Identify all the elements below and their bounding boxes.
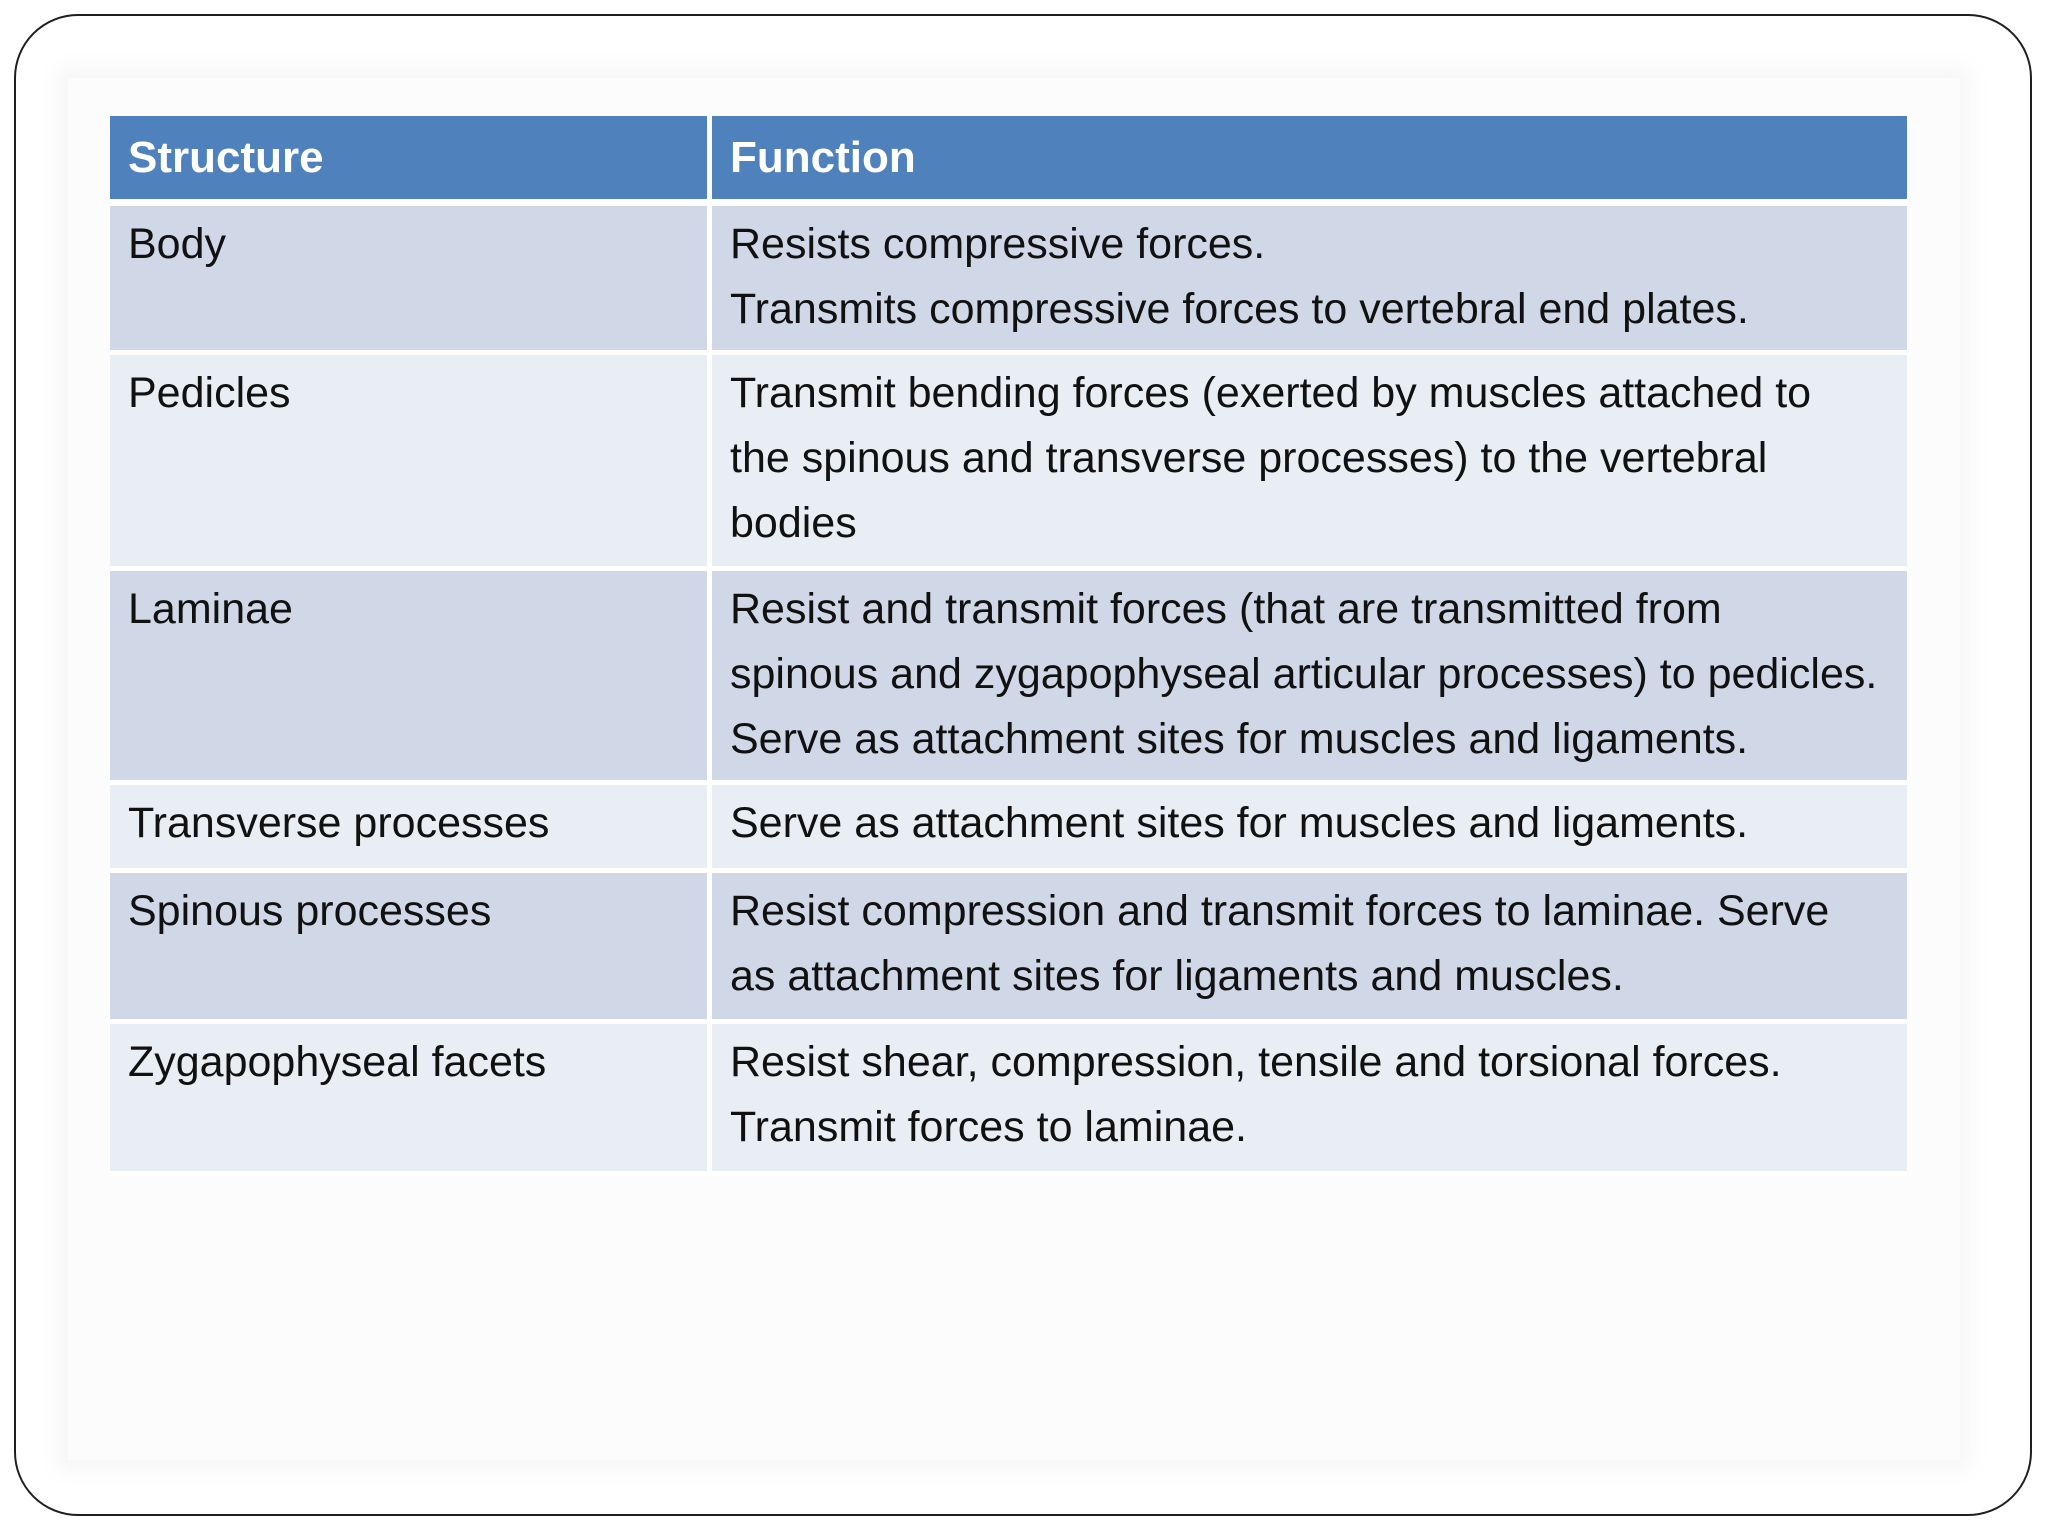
function-line: Resist and transmit forces (that are transmitted from <box>730 585 1722 633</box>
function-line: the spinous and transverse processes) to the vertebral <box>730 434 1768 482</box>
slide-frame <box>14 14 2032 1516</box>
structure-cell-spinous-processes: Spinous processes <box>110 873 712 1024</box>
vertebra-function-table <box>110 116 1907 1176</box>
function-line: Resists compressive forces. <box>730 220 1266 268</box>
structure-cell-pedicles: Pedicles <box>110 355 712 571</box>
function-line: spinous and zygapophyseal articular processes) to pedicles. <box>730 650 1878 698</box>
function-column-header: Function <box>712 116 1907 206</box>
table-header-row <box>110 116 1907 206</box>
function-line: Transmit forces to laminae. <box>730 1103 1247 1151</box>
structure-cell-body: Body <box>110 206 712 355</box>
table-row <box>110 571 1907 785</box>
table-row <box>110 785 1907 873</box>
structure-cell-zygapophyseal-facets: Zygapophyseal facets <box>110 1024 712 1176</box>
function-line: Transmit bending forces (exerted by muscles attached to <box>730 369 1812 417</box>
function-cell-laminae <box>712 571 1907 785</box>
function-line: Resist compression and transmit forces to laminae. Serve <box>730 887 1830 935</box>
function-cell-pedicles <box>712 355 1907 571</box>
table-row <box>110 355 1907 571</box>
vertebra-function-table-wrapper <box>110 116 1907 1176</box>
function-cell-spinous-processes <box>712 873 1907 1024</box>
structure-cell-laminae: Laminae <box>110 571 712 785</box>
function-line: Serve as attachment sites for muscles and ligaments. <box>730 715 1749 763</box>
function-line: Transmits compressive forces to vertebral end plates. <box>730 285 1749 333</box>
structure-column-header: Structure <box>110 116 712 206</box>
function-line: as attachment sites for ligaments and muscles. <box>730 952 1624 1000</box>
function-cell-transverse-processes <box>712 785 1907 873</box>
function-line: Serve as attachment sites for muscles and ligaments. <box>730 799 1749 847</box>
function-line: bodies <box>730 499 857 547</box>
table-row <box>110 206 1907 355</box>
function-line: Resist shear, compression, tensile and torsional forces. <box>730 1038 1782 1086</box>
function-cell-body <box>712 206 1907 355</box>
table-row <box>110 1024 1907 1176</box>
structure-cell-transverse-processes: Transverse processes <box>110 785 712 873</box>
function-cell-zygapophyseal-facets <box>712 1024 1907 1176</box>
table-header <box>110 116 1907 206</box>
table-body <box>110 206 1907 1176</box>
table-row <box>110 873 1907 1024</box>
